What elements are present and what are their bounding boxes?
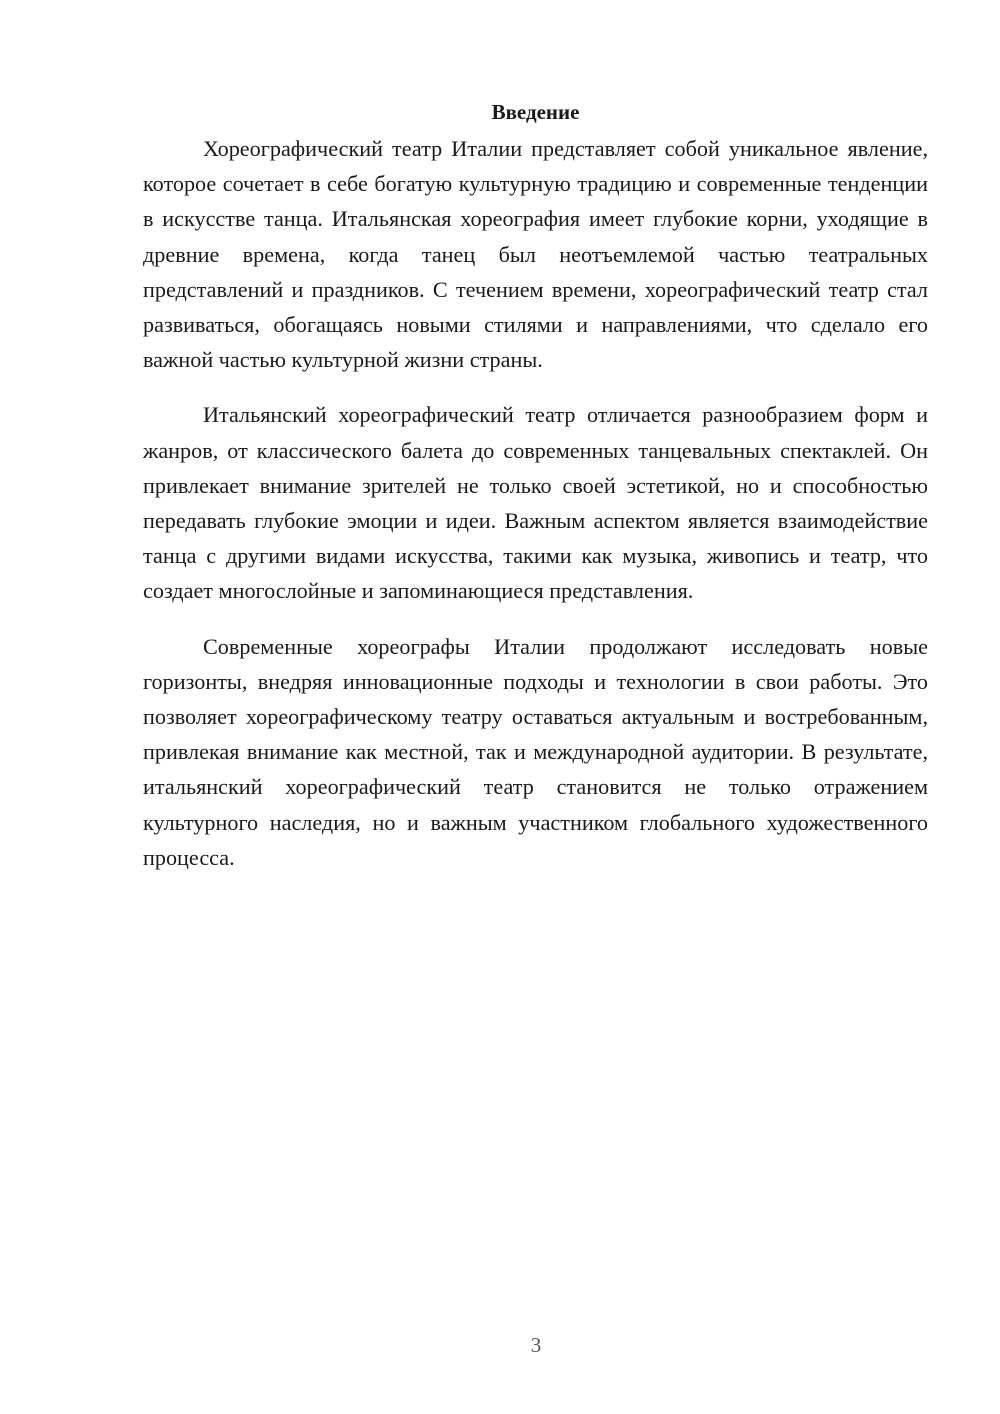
document-body bbox=[143, 96, 928, 875]
paragraph-2: Итальянский хореографический театр отличается разнообразием форм и жанров, от классического балета до современных танцевальных спектаклей. Он привлекает внимание зрителей не только своей эстетикой, но и способностью передавать глубокие эмоции и идеи. Важным аспектом является взаимодействие танца с другими видами искусства, такими как музыка, живопись и театр, что создает многослойные и запоминающиеся представления. bbox=[143, 402, 928, 604]
section-heading: Введение bbox=[491, 100, 580, 124]
page-number: 3 bbox=[530, 1333, 542, 1357]
paragraph-1: Хореографический театр Италии представляет собой уникальное явление, которое сочетает в себе богатую культурную традицию и современные тенденции в искусстве танца. Итальянская хореография имеет глубокие корни, уходящие в древние времена, когда танец был неотъемлемой частью театральных представлений и праздников. С течением времени, хореографический театр стал развиваться, обогащаясь новыми стилями и направлениями, что сделало его важной частью культурной жизни страны. bbox=[143, 136, 928, 373]
paragraph-3: Современные хореографы Италии продолжают исследовать новые горизонты, внедряя инновационные подходы и технологии в свои работы. Это позволяет хореографическому театру оставаться актуальным и востребованным, привлекая внимание как местной, так и международной аудитории. В результате, итальянский хореографический театр становится не только отражением культурного наследия, но и важным участником глобального художественного процесса. bbox=[143, 633, 928, 870]
